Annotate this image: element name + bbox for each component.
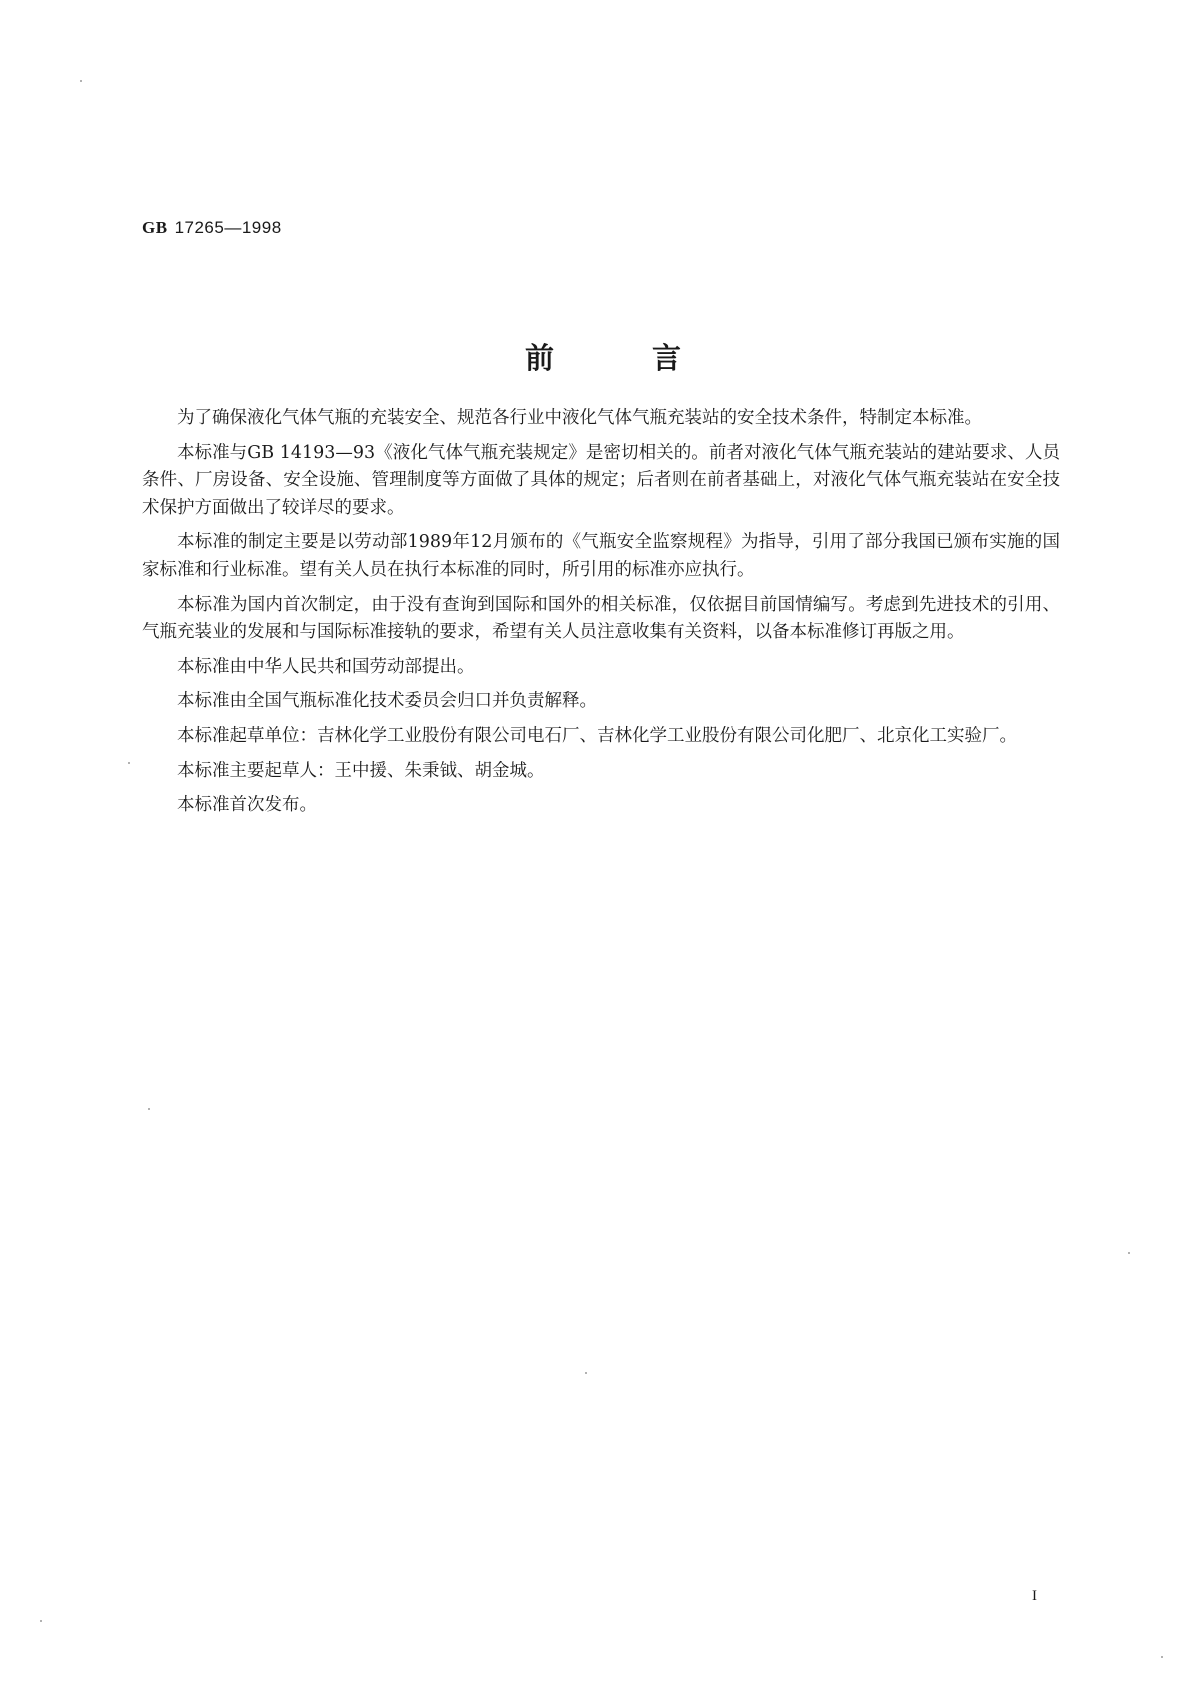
paragraph: 本标准与GB 14193—93《液化气体气瓶充装规定》是密切相关的。前者对液化气体气瓶充装站的建站要求、人员条件、厂房设备、安全设施、管理制度等方面做了具体的规定；后者则在前者基础上，对液化气体气瓶充装站在安全技术保护方面做出了较详尽的要求。 [142,442,1060,518]
paragraph: 本标准起草单位：吉林化学工业股份有限公司电石厂、吉林化学工业股份有限公司化肥厂、北京化工实验厂。 [177,725,1017,746]
paragraph: 本标准由中华人民共和国劳动部提出。 [177,656,475,677]
section-title [0,338,1191,378]
scan-speck [128,762,130,764]
standard-prefix: GB [142,218,168,237]
scan-speck [148,1108,150,1110]
paragraph: 本标准主要起草人：王中援、朱秉钺、胡金城。 [177,760,545,781]
section-title-char-1: 前 [525,341,555,375]
page-number: I [1032,1588,1037,1604]
foreword-body [142,405,1060,827]
scan-speck [80,80,82,82]
paragraph: 为了确保液化气体气瓶的充装安全、规范各行业中液化气体气瓶充装站的安全技术条件，特制定本标准。 [177,408,982,428]
scan-speck [585,1372,587,1374]
scan-speck [1128,1252,1130,1254]
paragraph: 本标准由全国气瓶标准化技术委员会归口并负责解释。 [177,691,597,712]
standard-number [142,218,282,238]
section-title-char-2: 言 [652,341,682,375]
standard-code: 17265—1998 [174,218,282,237]
paragraph: 本标准的制定主要是以劳动部1989年12月颁布的《气瓶安全监察规程》为指导，引用了部分我国已颁布实施的国家标准和行业标准。望有关人员在执行本标准的同时，所引用的标准亦应执行。 [142,532,1060,580]
scan-speck [40,1620,42,1622]
paragraph: 本标准为国内首次制定，由于没有查询到国际和国外的相关标准，仅依据目前国情编写。考虑到先进技术的引用、气瓶充装业的发展和与国际标准接轨的要求，希望有关人员注意收集有关资料，以备本标准修订再版之用。 [142,594,1060,643]
paragraph: 本标准首次发布。 [177,795,317,816]
scan-speck [1161,1656,1163,1658]
